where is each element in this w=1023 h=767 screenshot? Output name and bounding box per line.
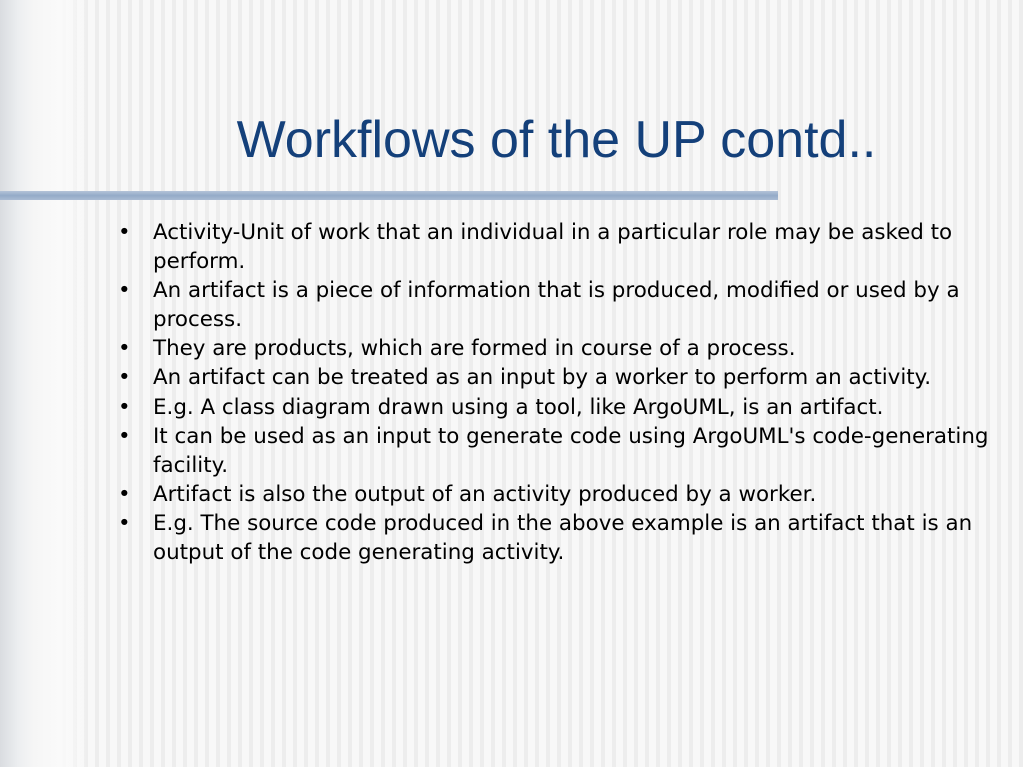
- bullet-icon: •: [118, 365, 131, 391]
- bullet-text: They are products, which are formed in course of a process.: [153, 336, 796, 362]
- list-item: [118, 422, 1008, 480]
- bullet-text: Activity-Unit of work that an individual in a particular role may be asked to perform.: [153, 220, 953, 275]
- slide-title: Workflows of the UP contd..: [236, 111, 877, 169]
- bullet-text: An artifact can be treated as an input by a worker to perform an activity.: [153, 365, 932, 391]
- list-item: [118, 218, 1008, 276]
- bullet-text: An artifact is a piece of information that is produced, modified or used by a process.: [153, 278, 960, 333]
- bullet-list: [118, 218, 1008, 567]
- bullet-icon: •: [118, 220, 131, 245]
- bullet-text: It can be used as an input to generate code using ArgoUML's code-generating facility.: [153, 423, 989, 478]
- list-item: [118, 334, 1008, 363]
- bullet-icon: •: [118, 510, 131, 536]
- bullet-text: E.g. The source code produced in the above example is an artifact that is an output of the code generating activity.: [153, 510, 973, 566]
- bullet-icon: •: [118, 278, 131, 304]
- title-divider: [0, 191, 778, 200]
- list-item: [118, 480, 1008, 509]
- bullet-icon: •: [118, 423, 131, 449]
- list-item: [118, 393, 1008, 422]
- bullet-icon: •: [118, 481, 131, 507]
- list-item: [118, 509, 1008, 567]
- bullet-text: E.g. A class diagram drawn using a tool, like ArgoUML, is an artifact.: [153, 394, 884, 420]
- list-item: [118, 363, 1008, 392]
- bullet-icon: •: [118, 336, 131, 362]
- bullet-text: Artifact is also the output of an activity produced by a worker.: [153, 481, 817, 507]
- list-item: [118, 276, 1008, 334]
- bullet-icon: •: [118, 394, 131, 420]
